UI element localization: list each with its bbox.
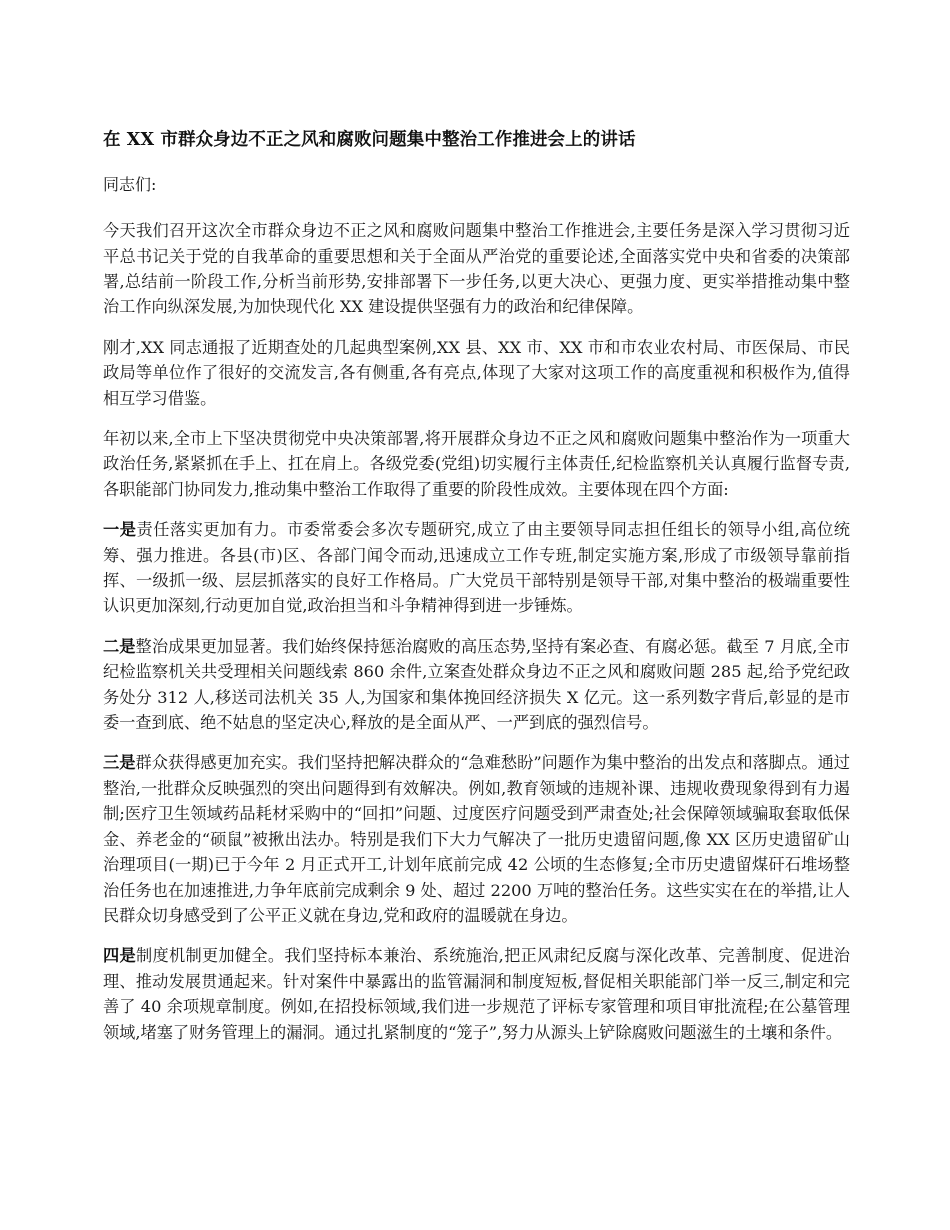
paragraph-text: 刚才,XX 同志通报了近期查处的几起典型案例,XX 县、XX 市、XX 市和市农业农村局、市医保局、市民政局等单位作了很好的交流发言,各有侧重,各有亮点,体现了大家对这项工作的高度重视和积极作为,值得相互学习借鉴。 bbox=[103, 337, 850, 408]
paragraph-text: 整治成果更加显著。我们始终保持惩治腐败的高压态势,坚持有案必查、有腐必惩。截至 7 月底,全市纪检监察机关共受理相关问题线索 860 余件,立案查处群众身边不正之风和腐败问题 285 起,给予党纪政务处分 312 人,移送司法机关 35 人,为国家和集体挽回经济损失 X 亿元。这一系列数字背后,彰显的是市委一查到底、绝不姑息的坚定决心,释放的是全面从严、一严到底的强烈信号。 bbox=[103, 636, 850, 733]
paragraph-text: 责任落实更加有力。市委常委会多次专题研究,成立了由主要领导同志担任组长的领导小组,高位统筹、强力推进。各县(市)区、各部门闻令而动,迅速成立工作专班,制定实施方案,形成了市级领导靠前指挥、一级抓一级、层层抓落实的良好工作格局。广大党员干部特别是领导干部,对集中整治的极端重要性认识更加深刻,行动更加自觉,政治担当和斗争精神得到进一步锤炼。 bbox=[103, 520, 850, 616]
paragraph-point-three bbox=[103, 750, 850, 928]
paragraph-text: 群众获得感更加充实。我们坚持把解决群众的“急难愁盼”问题作为集中整治的出发点和落脚点。通过整治,一批群众反映强烈的突出问题得到有效解决。例如,教育领域的违规补课、违规收费现象得到有力遏制;医疗卫生领域药品耗材采购中的“回扣”问题、过度医疗问题受到严肃查处;社会保障领域骗取套取低保金、养老金的“硕鼠”被揪出法办。特别是我们下大力气解决了一批历史遗留问题,像 XX 区历史遗留矿山治理项目(一期)已于今年 2 月正式开工,计划年底前完成 42 公顷的生态修复;全市历史遗留煤矸石堆场整治任务也在加速推进,力争年底前完成剩余 9 处、超过 2200 万吨的整治任务。这些实实在在的举措,让人民群众切身感受到了公平正义就在身边,党和政府的温暖就在身边。 bbox=[103, 753, 850, 925]
paragraph-text: 今天我们召开这次全市群众身边不正之风和腐败问题集中整治工作推进会,主要任务是深入学习贯彻习近平总书记关于党的自我革命的重要思想和关于全面从严治党的重要论述,全面落实党中央和省委的决策部署,总结前一阶段工作,分析当前形势,安排部署下一步任务,以更大决心、更强力度、更实举措推动集中整治工作向纵深发展,为加快现代化 XX 建设提供坚强有力的政治和纪律保障。 bbox=[103, 221, 850, 317]
paragraph-lead: 四是 bbox=[103, 946, 136, 966]
paragraph-lead: 三是 bbox=[103, 753, 136, 773]
paragraph-briefing bbox=[103, 335, 850, 411]
paragraph-opening bbox=[103, 218, 850, 320]
paragraph-lead: 一是 bbox=[103, 520, 137, 540]
paragraph-point-one bbox=[103, 517, 850, 619]
paragraph-overview bbox=[103, 426, 850, 502]
paragraph-text: 制度机制更加健全。我们坚持标本兼治、系统施治,把正风肃纪反腐与深化改革、完善制度、促进治理、推动发展贯通起来。针对案件中暴露出的监管漏洞和制度短板,督促相关职能部门举一反三,制定和完善了 40 余项规章制度。例如,在招投标领域,我们进一步规范了评标专家管理和项目审批流程;在公墓管理领域,堵塞了财务管理上的漏洞。通过扎紧制度的“笼子”,努力从源头上铲除腐败问题滋生的土壤和条件。 bbox=[103, 946, 850, 1042]
page-title: 在 XX 市群众身边不正之风和腐败问题集中整治工作推进会上的讲话 bbox=[103, 130, 636, 150]
paragraph-point-four bbox=[103, 943, 850, 1045]
paragraph-point-two bbox=[103, 634, 850, 736]
paragraph-text: 年初以来,全市上下坚决贯彻党中央决策部署,将开展群众身边不正之风和腐败问题集中整治作为一项重大政治任务,紧紧抓在手上、扛在肩上。各级党委(党组)切实履行主体责任,纪检监察机关认真履行监督专责,各职能部门协同发力,推动集中整治工作取得了重要的阶段性成效。主要体现在四个方面: bbox=[103, 429, 850, 499]
paragraph-lead: 二是 bbox=[103, 636, 136, 656]
salutation: 同志们: bbox=[103, 175, 157, 195]
